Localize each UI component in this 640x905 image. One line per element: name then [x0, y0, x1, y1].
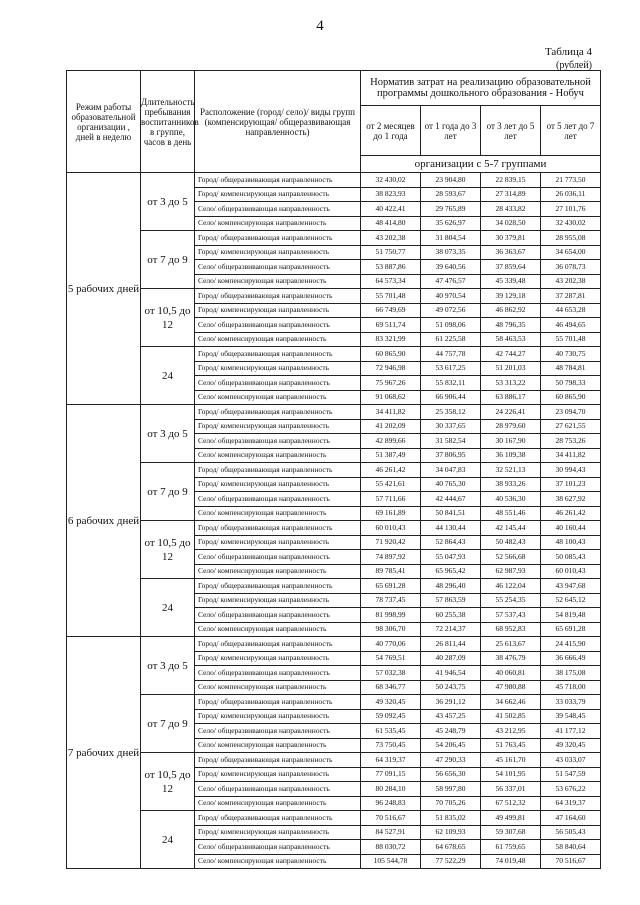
value-cell: 64 319,37: [541, 796, 601, 811]
location-cell: Село/ общеразвивающая направленность: [195, 434, 361, 449]
value-cell: 28 593,67: [421, 187, 481, 202]
location-cell: Город/ общеразвивающая направленность: [195, 173, 361, 188]
value-cell: 72 946,98: [361, 361, 421, 376]
value-cell: 32 430,02: [361, 173, 421, 188]
table-row: [67, 521, 601, 536]
value-cell: 46 122,04: [481, 579, 541, 594]
value-cell: 57 711,66: [361, 492, 421, 507]
value-cell: 65 691,28: [361, 579, 421, 594]
value-cell: 52 864,43: [421, 535, 481, 550]
value-cell: 38 476,79: [481, 651, 541, 666]
value-cell: 52 645,12: [541, 593, 601, 608]
value-cell: 36 666,49: [541, 651, 601, 666]
value-cell: 55 047,93: [421, 550, 481, 565]
value-cell: 81 998,99: [361, 608, 421, 623]
value-cell: 39 640,56: [421, 260, 481, 275]
value-cell: 49 072,56: [421, 303, 481, 318]
value-cell: 80 284,10: [361, 782, 421, 797]
value-cell: 62 109,93: [421, 825, 481, 840]
value-cell: 89 785,41: [361, 564, 421, 579]
location-cell: Город/ компенсирующая направленность: [195, 245, 361, 260]
value-cell: 22 839,15: [481, 173, 541, 188]
value-cell: 38 073,35: [421, 245, 481, 260]
value-cell: 41 946,54: [421, 666, 481, 681]
value-cell: 47 980,88: [481, 680, 541, 695]
value-cell: 34 662,46: [481, 695, 541, 710]
location-cell: Село/ общеразвивающая направленность: [195, 318, 361, 333]
value-cell: 46 261,42: [361, 463, 421, 478]
mode-cell: 7 рабочих дней: [67, 637, 141, 869]
value-cell: 38 933,26: [481, 477, 541, 492]
location-cell: Город/ компенсирующая направленность: [195, 651, 361, 666]
location-cell: Город/ компенсирующая направленность: [195, 535, 361, 550]
value-cell: 53 617,25: [421, 361, 481, 376]
value-cell: 26 811,44: [421, 637, 481, 652]
value-cell: 69 511,74: [361, 318, 421, 333]
value-cell: 50 798,33: [541, 376, 601, 391]
value-cell: 61 759,65: [481, 840, 541, 855]
value-cell: 68 952,83: [481, 622, 541, 637]
value-cell: 88 030,72: [361, 840, 421, 855]
location-cell: Село/ общеразвивающая направленность: [195, 376, 361, 391]
value-cell: 43 947,68: [541, 579, 601, 594]
value-cell: 48 296,40: [421, 579, 481, 594]
value-cell: 52 566,68: [481, 550, 541, 565]
value-cell: 66 749,69: [361, 303, 421, 318]
value-cell: 36 078,73: [541, 260, 601, 275]
location-cell: Город/ общеразвивающая направленность: [195, 405, 361, 420]
location-cell: Село/ компенсирующая направленность: [195, 622, 361, 637]
value-cell: 51 763,45: [481, 738, 541, 753]
value-cell: 74 897,92: [361, 550, 421, 565]
location-cell: Село/ общеразвивающая направленность: [195, 724, 361, 739]
value-cell: 25 358,12: [421, 405, 481, 420]
location-cell: Город/ общеразвивающая направленность: [195, 231, 361, 246]
value-cell: 64 319,37: [361, 753, 421, 768]
value-cell: 36 363,67: [481, 245, 541, 260]
header-age-group: от 3 лет до 5 лет: [481, 106, 541, 156]
location-cell: Город/ общеразвивающая направленность: [195, 521, 361, 536]
value-cell: 77 522,29: [421, 854, 481, 869]
value-cell: 66 906,44: [421, 390, 481, 405]
value-cell: 34 411,82: [541, 448, 601, 463]
value-cell: 62 987,93: [481, 564, 541, 579]
duration-cell: от 10,5 до 12: [141, 521, 195, 579]
value-cell: 53 676,22: [541, 782, 601, 797]
value-cell: 30 337,65: [421, 419, 481, 434]
value-cell: 60 010,43: [361, 521, 421, 536]
table-unit: (рублей): [555, 60, 592, 71]
location-cell: Город/ компенсирующая направленность: [195, 593, 361, 608]
value-cell: 25 613,67: [481, 637, 541, 652]
header-age-group: от 2 месяцев до 1 года: [361, 106, 421, 156]
location-cell: Село/ компенсирующая направленность: [195, 506, 361, 521]
value-cell: 42 899,66: [361, 434, 421, 449]
value-cell: 33 033,79: [541, 695, 601, 710]
duration-cell: 24: [141, 811, 195, 869]
value-cell: 78 737,45: [361, 593, 421, 608]
value-cell: 58 463,53: [481, 332, 541, 347]
value-cell: 55 701,48: [541, 332, 601, 347]
value-cell: 55 254,35: [481, 593, 541, 608]
value-cell: 40 770,06: [361, 637, 421, 652]
value-cell: 59 307,68: [481, 825, 541, 840]
location-cell: Село/ общеразвивающая направленность: [195, 840, 361, 855]
value-cell: 51 098,06: [421, 318, 481, 333]
value-cell: 44 653,28: [541, 303, 601, 318]
location-cell: Село/ общеразвивающая направленность: [195, 608, 361, 623]
location-cell: Город/ компенсирующая направленность: [195, 361, 361, 376]
value-cell: 30 167,90: [481, 434, 541, 449]
table-row: [67, 289, 601, 304]
value-cell: 39 548,45: [541, 709, 601, 724]
value-cell: 57 863,59: [421, 593, 481, 608]
location-cell: Село/ общеразвивающая направленность: [195, 782, 361, 797]
location-cell: Село/ общеразвивающая направленность: [195, 260, 361, 275]
value-cell: 47 290,33: [421, 753, 481, 768]
value-cell: 31 582,54: [421, 434, 481, 449]
value-cell: 71 920,42: [361, 535, 421, 550]
location-cell: Село/ общеразвивающая направленность: [195, 550, 361, 565]
location-cell: Село/ компенсирующая направленность: [195, 390, 361, 405]
value-cell: 83 321,99: [361, 332, 421, 347]
value-cell: 46 862,92: [481, 303, 541, 318]
value-cell: 32 430,02: [541, 216, 601, 231]
location-cell: Город/ компенсирующая направленность: [195, 825, 361, 840]
value-cell: 65 965,42: [421, 564, 481, 579]
location-cell: Село/ компенсирующая направленность: [195, 796, 361, 811]
header-age-group: от 5 лет до 7 лет: [541, 106, 601, 156]
value-cell: 51 201,03: [481, 361, 541, 376]
value-cell: 39 129,18: [481, 289, 541, 304]
location-cell: Село/ компенсирующая направленность: [195, 332, 361, 347]
value-cell: 34 028,50: [481, 216, 541, 231]
value-cell: 50 841,51: [421, 506, 481, 521]
value-cell: 42 744,27: [481, 347, 541, 362]
value-cell: 28 433,82: [481, 202, 541, 217]
location-cell: Город/ общеразвивающая направленность: [195, 811, 361, 826]
value-cell: 23 094,70: [541, 405, 601, 420]
header-location: Расположение (город/ село)/ виды групп (компенсирующая/ общеразвивающая направленность): [195, 71, 361, 173]
value-cell: 58 997,80: [421, 782, 481, 797]
table-body: [67, 173, 601, 869]
table-row: [67, 405, 601, 420]
mode-cell: 5 рабочих дней: [67, 173, 141, 405]
value-cell: 43 212,95: [481, 724, 541, 739]
location-cell: Город/ общеразвивающая направленность: [195, 637, 361, 652]
value-cell: 60 010,43: [541, 564, 601, 579]
location-cell: Село/ компенсирующая направленность: [195, 274, 361, 289]
duration-cell: от 7 до 9: [141, 695, 195, 753]
location-cell: Город/ компенсирующая направленность: [195, 419, 361, 434]
value-cell: 40 060,81: [481, 666, 541, 681]
value-cell: 21 773,50: [541, 173, 601, 188]
location-cell: Город/ компенсирующая направленность: [195, 767, 361, 782]
value-cell: 48 100,43: [541, 535, 601, 550]
table-row: [67, 753, 601, 768]
value-cell: 40 970,54: [421, 289, 481, 304]
value-cell: 48 551,46: [481, 506, 541, 521]
value-cell: 74 019,48: [481, 854, 541, 869]
value-cell: 38 627,92: [541, 492, 601, 507]
value-cell: 91 068,62: [361, 390, 421, 405]
value-cell: 45 718,00: [541, 680, 601, 695]
value-cell: 43 202,38: [541, 274, 601, 289]
value-cell: 70 516,67: [361, 811, 421, 826]
value-cell: 27 621,55: [541, 419, 601, 434]
value-cell: 41 202,09: [361, 419, 421, 434]
value-cell: 40 287,09: [421, 651, 481, 666]
duration-cell: от 7 до 9: [141, 463, 195, 521]
duration-cell: от 7 до 9: [141, 231, 195, 289]
value-cell: 60 865,90: [541, 390, 601, 405]
table-row: [67, 637, 601, 652]
value-cell: 69 161,89: [361, 506, 421, 521]
value-cell: 31 804,54: [421, 231, 481, 246]
value-cell: 59 092,45: [361, 709, 421, 724]
value-cell: 54 101,95: [481, 767, 541, 782]
duration-cell: от 10,5 до 12: [141, 289, 195, 347]
value-cell: 34 654,00: [541, 245, 601, 260]
value-cell: 36 109,38: [481, 448, 541, 463]
table-row: [67, 173, 601, 188]
value-cell: 44 757,78: [421, 347, 481, 362]
value-cell: 65 691,28: [541, 622, 601, 637]
location-cell: Село/ компенсирующая направленность: [195, 680, 361, 695]
value-cell: 44 130,44: [421, 521, 481, 536]
value-cell: 50 482,43: [481, 535, 541, 550]
value-cell: 40 536,30: [481, 492, 541, 507]
value-cell: 37 287,81: [541, 289, 601, 304]
value-cell: 24 415,90: [541, 637, 601, 652]
page-number: 4: [316, 18, 324, 34]
value-cell: 53 313,22: [481, 376, 541, 391]
value-cell: 68 346,77: [361, 680, 421, 695]
location-cell: Город/ общеразвивающая направленность: [195, 579, 361, 594]
duration-cell: 24: [141, 347, 195, 405]
value-cell: 49 499,81: [481, 811, 541, 826]
location-cell: Город/ компенсирующая направленность: [195, 477, 361, 492]
value-cell: 35 626,97: [421, 216, 481, 231]
location-cell: Село/ компенсирующая направленность: [195, 854, 361, 869]
value-cell: 57 537,43: [481, 608, 541, 623]
value-cell: 45 248,79: [421, 724, 481, 739]
value-cell: 29 765,89: [421, 202, 481, 217]
duration-cell: от 3 до 5: [141, 637, 195, 695]
value-cell: 36 291,12: [421, 695, 481, 710]
table-row: [67, 579, 601, 594]
value-cell: 40 765,30: [421, 477, 481, 492]
value-cell: 75 967,26: [361, 376, 421, 391]
value-cell: 77 091,15: [361, 767, 421, 782]
value-cell: 54 769,51: [361, 651, 421, 666]
table-row: [67, 463, 601, 478]
location-cell: Город/ общеразвивающая направленность: [195, 289, 361, 304]
duration-cell: от 10,5 до 12: [141, 753, 195, 811]
value-cell: 37 806,95: [421, 448, 481, 463]
value-cell: 34 047,83: [421, 463, 481, 478]
value-cell: 47 476,57: [421, 274, 481, 289]
location-cell: Село/ общеразвивающая направленность: [195, 492, 361, 507]
value-cell: 57 032,38: [361, 666, 421, 681]
value-cell: 56 656,30: [421, 767, 481, 782]
location-cell: Город/ общеразвивающая направленность: [195, 695, 361, 710]
value-cell: 48 784,81: [541, 361, 601, 376]
value-cell: 55 421,61: [361, 477, 421, 492]
value-cell: 51 547,59: [541, 767, 601, 782]
header-duration: Длительность пребывания воспитанников в группе, часов в день: [141, 71, 195, 173]
value-cell: 42 444,67: [421, 492, 481, 507]
value-cell: 73 750,45: [361, 738, 421, 753]
value-cell: 64 573,34: [361, 274, 421, 289]
value-cell: 38 823,93: [361, 187, 421, 202]
value-cell: 40 730,75: [541, 347, 601, 362]
duration-cell: от 3 до 5: [141, 405, 195, 463]
location-cell: Село/ общеразвивающая направленность: [195, 202, 361, 217]
norm-table: [66, 70, 601, 869]
value-cell: 30 994,43: [541, 463, 601, 478]
duration-cell: от 3 до 5: [141, 173, 195, 231]
value-cell: 34 411,82: [361, 405, 421, 420]
value-cell: 32 521,13: [481, 463, 541, 478]
value-cell: 37 859,64: [481, 260, 541, 275]
value-cell: 105 544,78: [361, 854, 421, 869]
value-cell: 58 840,64: [541, 840, 601, 855]
location-cell: Село/ компенсирующая направленность: [195, 738, 361, 753]
location-cell: Город/ компенсирующая направленность: [195, 187, 361, 202]
header-org-size: организации с 5-7 группами: [361, 156, 601, 173]
value-cell: 63 886,17: [481, 390, 541, 405]
location-cell: Село/ компенсирующая направленность: [195, 448, 361, 463]
value-cell: 45 339,48: [481, 274, 541, 289]
value-cell: 98 306,70: [361, 622, 421, 637]
value-cell: 40 422,41: [361, 202, 421, 217]
mode-cell: 6 рабочих дней: [67, 405, 141, 637]
value-cell: 49 320,45: [541, 738, 601, 753]
location-cell: Город/ общеразвивающая направленность: [195, 753, 361, 768]
table-row: [67, 231, 601, 246]
header-norm: Норматив затрат на реализацию образовательной программы дошкольного образования - Нобуч: [361, 71, 601, 106]
value-cell: 60 255,38: [421, 608, 481, 623]
value-cell: 51 835,02: [421, 811, 481, 826]
value-cell: 61 225,58: [421, 332, 481, 347]
table-caption: Таблица 4: [544, 46, 592, 58]
value-cell: 50 085,43: [541, 550, 601, 565]
value-cell: 28 955,08: [541, 231, 601, 246]
value-cell: 23 904,80: [421, 173, 481, 188]
value-cell: 56 505,43: [541, 825, 601, 840]
value-cell: 41 502,85: [481, 709, 541, 724]
value-cell: 67 512,32: [481, 796, 541, 811]
value-cell: 70 516,67: [541, 854, 601, 869]
value-cell: 43 033,07: [541, 753, 601, 768]
value-cell: 61 535,45: [361, 724, 421, 739]
value-cell: 38 175,08: [541, 666, 601, 681]
location-cell: Село/ компенсирующая направленность: [195, 564, 361, 579]
value-cell: 96 248,83: [361, 796, 421, 811]
value-cell: 51 750,77: [361, 245, 421, 260]
table-row: [67, 811, 601, 826]
header-mode: Режим работы образовательной организации , дней в неделю: [67, 71, 141, 173]
table-row: [67, 347, 601, 362]
value-cell: 45 161,70: [481, 753, 541, 768]
header-age-group: от 1 года до 3 лет: [421, 106, 481, 156]
value-cell: 60 865,90: [361, 347, 421, 362]
value-cell: 72 214,37: [421, 622, 481, 637]
value-cell: 49 320,45: [361, 695, 421, 710]
value-cell: 70 705,26: [421, 796, 481, 811]
value-cell: 26 036,11: [541, 187, 601, 202]
value-cell: 48 414,80: [361, 216, 421, 231]
value-cell: 27 101,76: [541, 202, 601, 217]
value-cell: 43 202,38: [361, 231, 421, 246]
location-cell: Город/ общеразвивающая направленность: [195, 347, 361, 362]
value-cell: 56 337,01: [481, 782, 541, 797]
value-cell: 41 177,12: [541, 724, 601, 739]
value-cell: 51 387,49: [361, 448, 421, 463]
value-cell: 53 887,86: [361, 260, 421, 275]
value-cell: 54 206,45: [421, 738, 481, 753]
value-cell: 30 379,81: [481, 231, 541, 246]
value-cell: 43 457,25: [421, 709, 481, 724]
value-cell: 28 753,26: [541, 434, 601, 449]
location-cell: Город/ компенсирующая направленность: [195, 303, 361, 318]
value-cell: 64 678,65: [421, 840, 481, 855]
value-cell: 46 261,42: [541, 506, 601, 521]
value-cell: 27 314,89: [481, 187, 541, 202]
value-cell: 54 819,48: [541, 608, 601, 623]
value-cell: 46 494,65: [541, 318, 601, 333]
duration-cell: 24: [141, 579, 195, 637]
value-cell: 28 979,60: [481, 419, 541, 434]
location-cell: Город/ компенсирующая направленность: [195, 709, 361, 724]
value-cell: 48 796,35: [481, 318, 541, 333]
value-cell: 55 832,11: [421, 376, 481, 391]
value-cell: 24 226,41: [481, 405, 541, 420]
value-cell: 42 145,44: [481, 521, 541, 536]
value-cell: 37 101,23: [541, 477, 601, 492]
location-cell: Село/ компенсирующая направленность: [195, 216, 361, 231]
location-cell: Село/ общеразвивающая направленность: [195, 666, 361, 681]
location-cell: Город/ общеразвивающая направленность: [195, 463, 361, 478]
table-row: [67, 695, 601, 710]
value-cell: 40 160,44: [541, 521, 601, 536]
value-cell: 55 701,48: [361, 289, 421, 304]
table-header: [67, 71, 601, 173]
value-cell: 84 527,91: [361, 825, 421, 840]
value-cell: 50 243,75: [421, 680, 481, 695]
value-cell: 47 164,60: [541, 811, 601, 826]
